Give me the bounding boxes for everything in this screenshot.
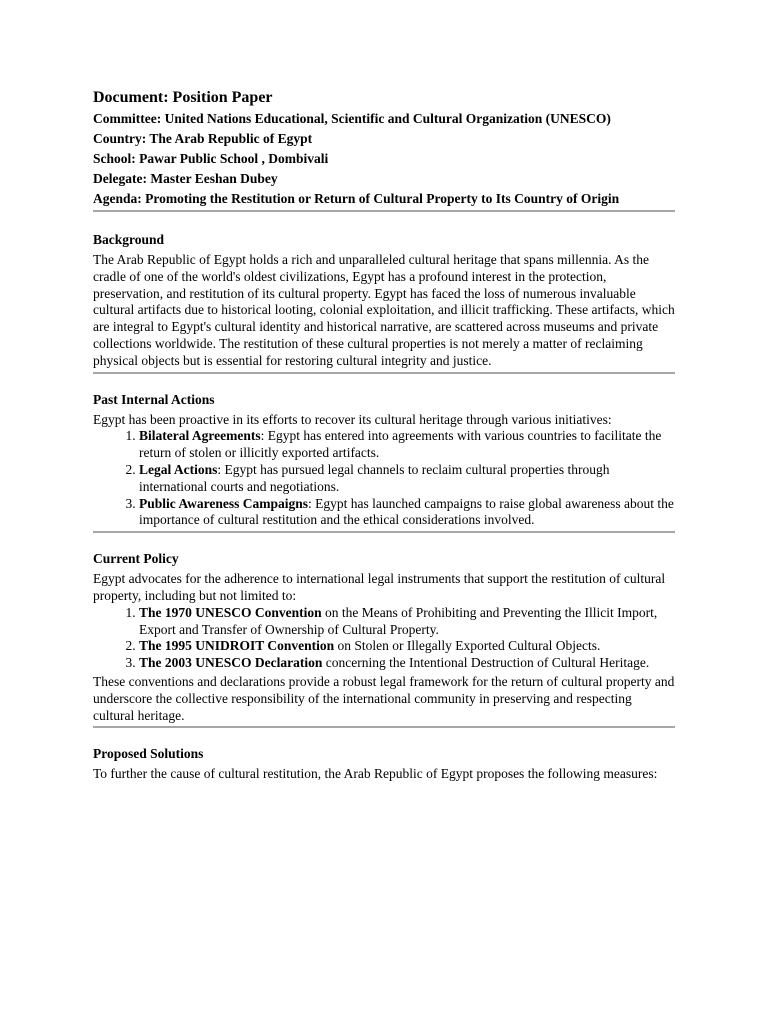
school-line: School: Pawar Public School , Dombivali <box>93 151 329 166</box>
list-item-term: Legal Actions <box>139 461 218 477</box>
past-actions-intro: Egypt has been proactive in its efforts to recover its cultural heritage through various initiatives: <box>93 411 612 427</box>
agenda-line: Agenda: Promoting the Restitution or Return of Cultural Property to Its Country of Origin <box>93 191 620 206</box>
list-item <box>139 655 675 672</box>
list-item-text: concerning the Intentional Destruction of Cultural Heritage. <box>322 655 650 671</box>
list-item <box>139 638 675 655</box>
committee-line: Committee: United Nations Educational, Scientific and Cultural Organization (UNESCO) <box>93 111 611 126</box>
section-divider <box>93 210 675 212</box>
document-title: Document: Position Paper <box>93 89 273 106</box>
list-item <box>139 462 675 496</box>
list-item-text: on Stolen or Illegally Exported Cultural Objects. <box>334 638 601 654</box>
past-actions-list <box>93 428 675 529</box>
proposed-solutions-intro: To further the cause of cultural restitution, the Arab Republic of Egypt proposes the following measures: <box>93 766 658 782</box>
background-text: The Arab Republic of Egypt holds a rich and unparalleled cultural heritage that spans millennia. As the cradle of one of the world's oldest civilizations, Egypt has a profound interest in the protection, preservation, and restitution of its cultural property. Egypt has faced the loss of numerous invaluable cultural artifacts due to historical looting, colonial exploitation, and illicit trafficking. These artifacts, which are integral to Egypt's cultural identity and historical narrative, are scattered across museums and private collections worldwide. The restitution of these cultural properties is not merely a matter of reclaiming physical objects but is essential for restoring cultural integrity and justice. <box>93 252 675 368</box>
current-policy-intro: Egypt advocates for the adherence to international legal instruments that support the restitution of cultural property, including but not limited to: <box>93 571 666 603</box>
current-policy-outro: These conventions and declarations provide a robust legal framework for the return of cultural property and underscore the collective responsibility of the international community in preserving and respecting cultural heritage. <box>93 673 675 723</box>
list-item-text: : Egypt has pursued legal channels to reclaim cultural properties through international courts and negotiations. <box>139 461 610 494</box>
list-item <box>139 428 675 462</box>
proposed-solutions-heading: Proposed Solutions <box>93 746 204 762</box>
section-divider <box>93 372 675 374</box>
list-item <box>139 496 675 530</box>
background-heading: Background <box>93 232 165 247</box>
delegate-line: Delegate: Master Eeshan Dubey <box>93 171 278 186</box>
past-actions-heading: Past Internal Actions <box>93 391 215 407</box>
current-policy-heading: Current Policy <box>93 551 179 567</box>
current-policy-list <box>93 605 675 672</box>
country-line: Country: The Arab Republic of Egypt <box>93 131 313 146</box>
position-paper-page <box>93 88 675 783</box>
list-item-term: The 1995 UNIDROIT Convention <box>139 638 335 654</box>
list-item <box>139 605 675 639</box>
list-item-text: on the Means of Prohibiting and Preventing the Illicit Import, Export and Transfer of Ownership of Cultural Property. <box>139 604 658 637</box>
list-item-text: : Egypt has launched campaigns to raise global awareness about the importance of cultural restitution and the ethical considerations involved. <box>139 495 674 528</box>
list-item-term: The 2003 UNESCO Declaration <box>139 655 323 671</box>
list-item-term: The 1970 UNESCO Convention <box>139 604 322 620</box>
section-divider <box>93 531 675 533</box>
list-item-term: Public Awareness Campaigns <box>139 495 309 511</box>
list-item-text: : Egypt has entered into agreements with various countries to facilitate the return of stolen or illicitly exported artifacts. <box>139 428 662 461</box>
section-divider <box>93 726 675 728</box>
list-item-term: Bilateral Agreements <box>139 428 261 444</box>
